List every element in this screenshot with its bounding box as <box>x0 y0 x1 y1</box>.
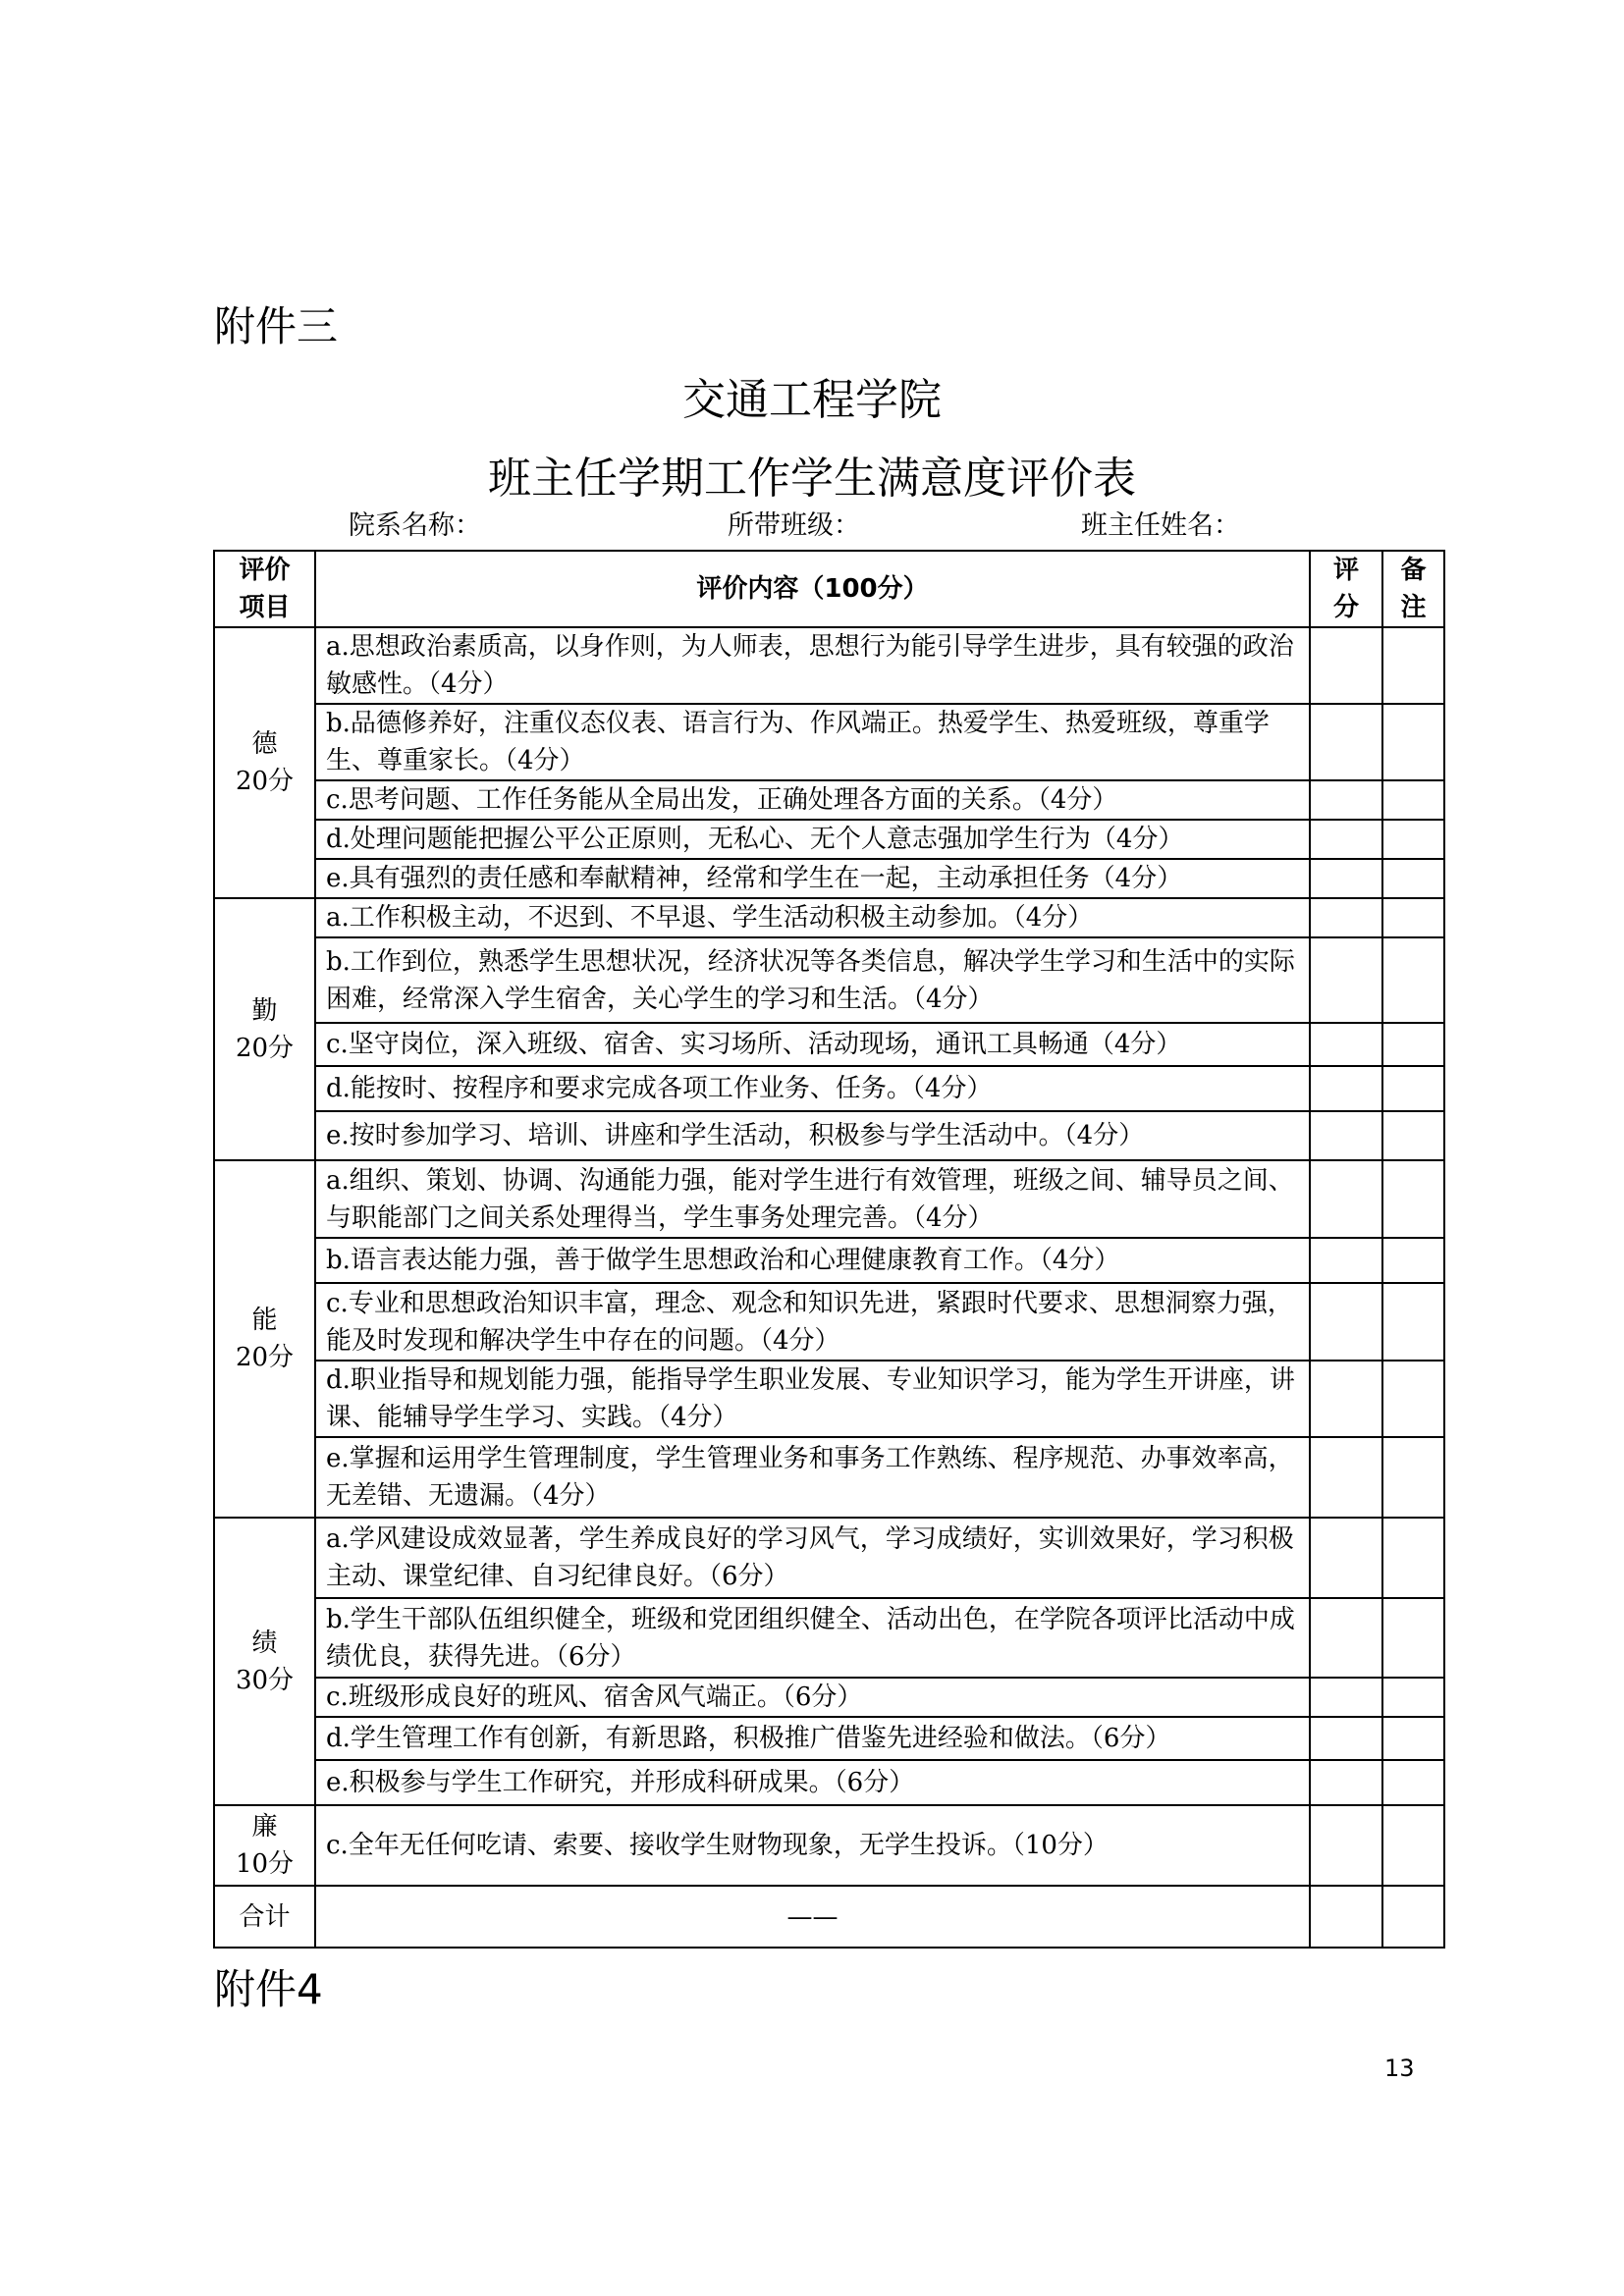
note-cell[interactable] <box>1382 1598 1444 1678</box>
header-note: 备 注 <box>1382 551 1444 627</box>
page-number: 13 <box>1384 2055 1415 2082</box>
note-cell[interactable] <box>1382 704 1444 780</box>
score-cell[interactable] <box>1310 1717 1382 1760</box>
criterion: e.具有强烈的责任感和奉献精神，经常和学生在一起，主动承担任务（4分） <box>315 859 1310 898</box>
category-neng: 能 20分 <box>214 1160 315 1518</box>
school-name: 交通工程学院 <box>682 375 942 425</box>
criterion: e.掌握和运用学生管理制度，学生管理业务和事务工作熟练、程序规范、办事效率高，无差错、无遗漏。（4分） <box>315 1437 1310 1518</box>
criterion: b.工作到位，熟悉学生思想状况，经济状况等各类信息，解决学生学习和生活中的实际困难，经常深入学生宿舍，关心学生的学习和生活。（4分） <box>315 937 1310 1023</box>
criterion: b.品德修养好，注重仪态仪表、语言行为、作风端正。热爱学生、热爱班级，尊重学生、尊重家长。（4分） <box>315 704 1310 780</box>
score-cell[interactable] <box>1310 1518 1382 1598</box>
note-cell[interactable] <box>1382 820 1444 859</box>
total-row <box>214 1886 1444 1948</box>
note-cell[interactable] <box>1382 1437 1444 1518</box>
score-cell[interactable] <box>1310 1805 1382 1886</box>
score-cell[interactable] <box>1310 780 1382 820</box>
score-cell[interactable] <box>1310 704 1382 780</box>
category-lian: 廉 10分 <box>214 1805 315 1886</box>
score-cell[interactable] <box>1310 898 1382 937</box>
note-cell[interactable] <box>1382 1160 1444 1238</box>
score-cell[interactable] <box>1310 820 1382 859</box>
note-cell[interactable] <box>1382 1760 1444 1805</box>
table-row <box>214 1518 1444 1598</box>
total-note-cell[interactable] <box>1382 1886 1444 1948</box>
note-cell[interactable] <box>1382 1361 1444 1437</box>
table-row <box>214 937 1444 1023</box>
score-cell[interactable] <box>1310 1111 1382 1160</box>
table-row <box>214 1437 1444 1518</box>
criterion: b.语言表达能力强，善于做学生思想政治和心理健康教育工作。（4分） <box>315 1238 1310 1283</box>
table-row <box>214 1361 1444 1437</box>
criterion: c.思考问题、工作任务能从全局出发，正确处理各方面的关系。（4分） <box>315 780 1310 820</box>
score-cell[interactable] <box>1310 859 1382 898</box>
score-cell[interactable] <box>1310 1238 1382 1283</box>
note-cell[interactable] <box>1382 1023 1444 1066</box>
total-content: —— <box>315 1886 1310 1948</box>
total-score-cell[interactable] <box>1310 1886 1382 1948</box>
table-row <box>214 1238 1444 1283</box>
table-row <box>214 1717 1444 1760</box>
criterion: d.学生管理工作有创新，有新思路，积极推广借鉴先进经验和做法。（6分） <box>315 1717 1310 1760</box>
department-label: 院系名称： <box>349 510 481 541</box>
note-cell[interactable] <box>1382 937 1444 1023</box>
criterion: e.按时参加学习、培训、讲座和学生活动，积极参与学生活动中。（4分） <box>315 1111 1310 1160</box>
header-content: 评价内容（100分） <box>315 551 1310 627</box>
table-row <box>214 1023 1444 1066</box>
header-score: 评 分 <box>1310 551 1382 627</box>
score-cell[interactable] <box>1310 1437 1382 1518</box>
table-row <box>214 1160 1444 1238</box>
score-cell[interactable] <box>1310 1678 1382 1717</box>
score-cell[interactable] <box>1310 1283 1382 1361</box>
table-row <box>214 780 1444 820</box>
note-cell[interactable] <box>1382 1283 1444 1361</box>
score-cell[interactable] <box>1310 1598 1382 1678</box>
evaluation-table <box>213 550 1445 1949</box>
teacher-name-label: 班主任姓名： <box>1081 510 1240 541</box>
score-cell[interactable] <box>1310 1160 1382 1238</box>
note-cell[interactable] <box>1382 859 1444 898</box>
total-label: 合计 <box>214 1886 315 1948</box>
score-cell[interactable] <box>1310 937 1382 1023</box>
form-title: 班主任学期工作学生满意度评价表 <box>488 454 1136 504</box>
criterion: d.处理问题能把握公平公正原则，无私心、无个人意志强加学生行为（4分） <box>315 820 1310 859</box>
table-row <box>214 704 1444 780</box>
score-cell[interactable] <box>1310 1066 1382 1111</box>
criterion: a.学风建设成效显著，学生养成良好的学习风气，学习成绩好，实训效果好，学习积极主动、课堂纪律、自习纪律良好。（6分） <box>315 1518 1310 1598</box>
table-row <box>214 1283 1444 1361</box>
criterion: a.思想政治素质高，以身作则，为人师表，思想行为能引导学生进步，具有较强的政治敏感性。（4分） <box>315 627 1310 704</box>
table-row <box>214 859 1444 898</box>
category-de: 德 20分 <box>214 627 315 898</box>
table-row <box>214 627 1444 704</box>
criterion: a.组织、策划、协调、沟通能力强，能对学生进行有效管理，班级之间、辅导员之间、与职能部门之间关系处理得当，学生事务处理完善。（4分） <box>315 1160 1310 1238</box>
table-row <box>214 1678 1444 1717</box>
table-row <box>214 820 1444 859</box>
criterion: c.班级形成良好的班风、宿舍风气端正。（6分） <box>315 1678 1310 1717</box>
criterion: a.工作积极主动，不迟到、不早退、学生活动积极主动参加。（4分） <box>315 898 1310 937</box>
class-label: 所带班级： <box>728 510 860 541</box>
note-cell[interactable] <box>1382 780 1444 820</box>
table-row <box>214 898 1444 937</box>
criterion: c.全年无任何吃请、索要、接收学生财物现象，无学生投诉。（10分） <box>315 1805 1310 1886</box>
criterion: c.坚守岗位，深入班级、宿舍、实习场所、活动现场，通讯工具畅通（4分） <box>315 1023 1310 1066</box>
criterion: b.学生干部队伍组织健全，班级和党团组织健全、活动出色，在学院各项评比活动中成绩优良，获得先进。（6分） <box>315 1598 1310 1678</box>
note-cell[interactable] <box>1382 898 1444 937</box>
table-row <box>214 1066 1444 1111</box>
score-cell[interactable] <box>1310 1023 1382 1066</box>
annex-heading: 附件三 <box>214 302 339 350</box>
criterion: d.职业指导和规划能力强，能指导学生职业发展、专业知识学习，能为学生开讲座，讲课、能辅导学生学习、实践。（4分） <box>315 1361 1310 1437</box>
note-cell[interactable] <box>1382 1066 1444 1111</box>
criterion: c.专业和思想政治知识丰富，理念、观念和知识先进，紧跟时代要求、思想洞察力强，能及时发现和解决学生中存在的问题。（4分） <box>315 1283 1310 1361</box>
note-cell[interactable] <box>1382 1111 1444 1160</box>
score-cell[interactable] <box>1310 1760 1382 1805</box>
note-cell[interactable] <box>1382 1805 1444 1886</box>
note-cell[interactable] <box>1382 1678 1444 1717</box>
annex-four-heading: 附件4 <box>214 1965 323 2013</box>
header-item: 评价 项目 <box>214 551 315 627</box>
note-cell[interactable] <box>1382 627 1444 704</box>
score-cell[interactable] <box>1310 627 1382 704</box>
criterion: d.能按时、按程序和要求完成各项工作业务、任务。（4分） <box>315 1066 1310 1111</box>
table-row <box>214 1598 1444 1678</box>
category-qin: 勤 20分 <box>214 898 315 1160</box>
score-cell[interactable] <box>1310 1361 1382 1437</box>
table-row <box>214 1111 1444 1160</box>
table-row <box>214 1760 1444 1805</box>
category-ji: 绩 30分 <box>214 1518 315 1805</box>
header-row <box>214 551 1444 627</box>
note-cell[interactable] <box>1382 1717 1444 1760</box>
criterion: e.积极参与学生工作研究，并形成科研成果。（6分） <box>315 1760 1310 1805</box>
table-row <box>214 1805 1444 1886</box>
note-cell[interactable] <box>1382 1518 1444 1598</box>
note-cell[interactable] <box>1382 1238 1444 1283</box>
